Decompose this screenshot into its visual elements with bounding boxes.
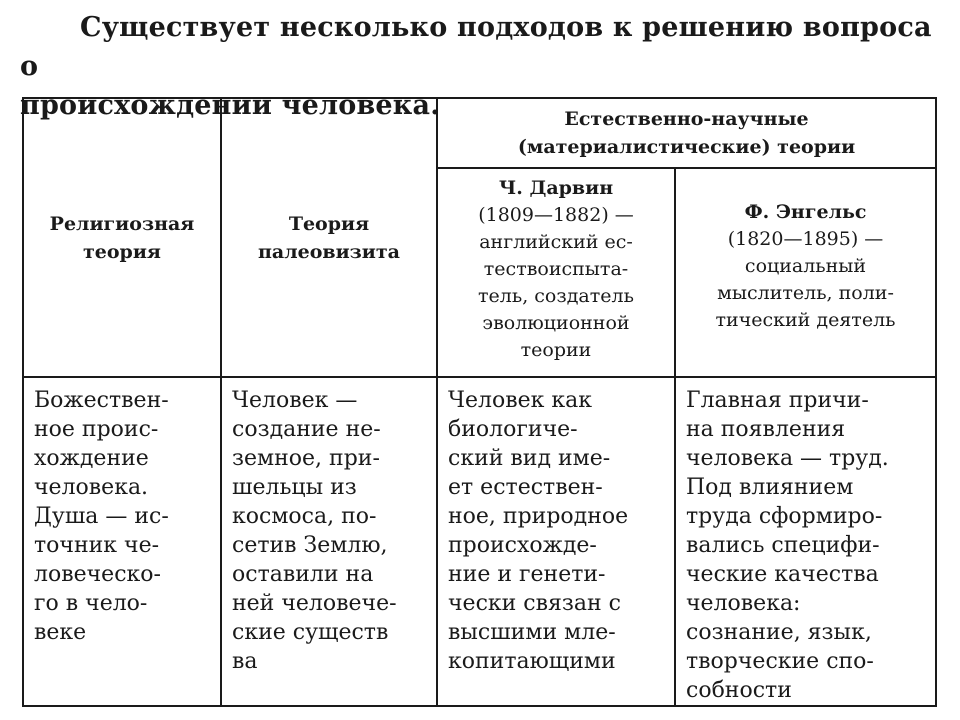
engels-name: Ф. Энгельс	[744, 201, 867, 223]
darwin-name: Ч. Дарвин	[498, 177, 614, 199]
paleovisit-theory-header: Теория палеовизита	[221, 98, 437, 377]
paleovisit-theory-description: Человек — создание не- земное, при- шельцы из космоса, по- сетив Землю, оставили на ней человече- ские существ ва	[221, 377, 437, 706]
theories-table	[22, 97, 937, 707]
engels-header: Ф. Энгельс (1820—1895) — социальный мыслитель, поли- тический деятель	[675, 168, 936, 377]
engels-theory-description: Главная причи- на появления человека — труд. Под влиянием труда сформиро- вались специфи- ческие качества человека: сознание, язык, творческие спо- собности	[675, 377, 936, 706]
darwin-header: Ч. Дарвин (1809—1882) — английский ес- тествоиспыта- тель, создатель эволюционной теории	[437, 168, 675, 377]
religious-theory-description: Божествен- ное проис- хождение человека. Душа — ис- точник че- ловеческо- го в чело- веке	[23, 377, 221, 706]
intro-line-1: Существует несколько подходов к решению вопроса о	[20, 12, 932, 82]
darwin-theory-description: Человек как биологиче- ский вид име- ет естествен- ное, природное происхожде- ние и генети- чески связан с высшими мле- копитающими	[437, 377, 675, 706]
intro-line-2: происхождении человека.	[20, 90, 440, 121]
natural-science-theories-header: Естественно-научные (материалистические) теории	[437, 98, 936, 168]
religious-theory-header: Религиозная теория	[23, 98, 221, 377]
